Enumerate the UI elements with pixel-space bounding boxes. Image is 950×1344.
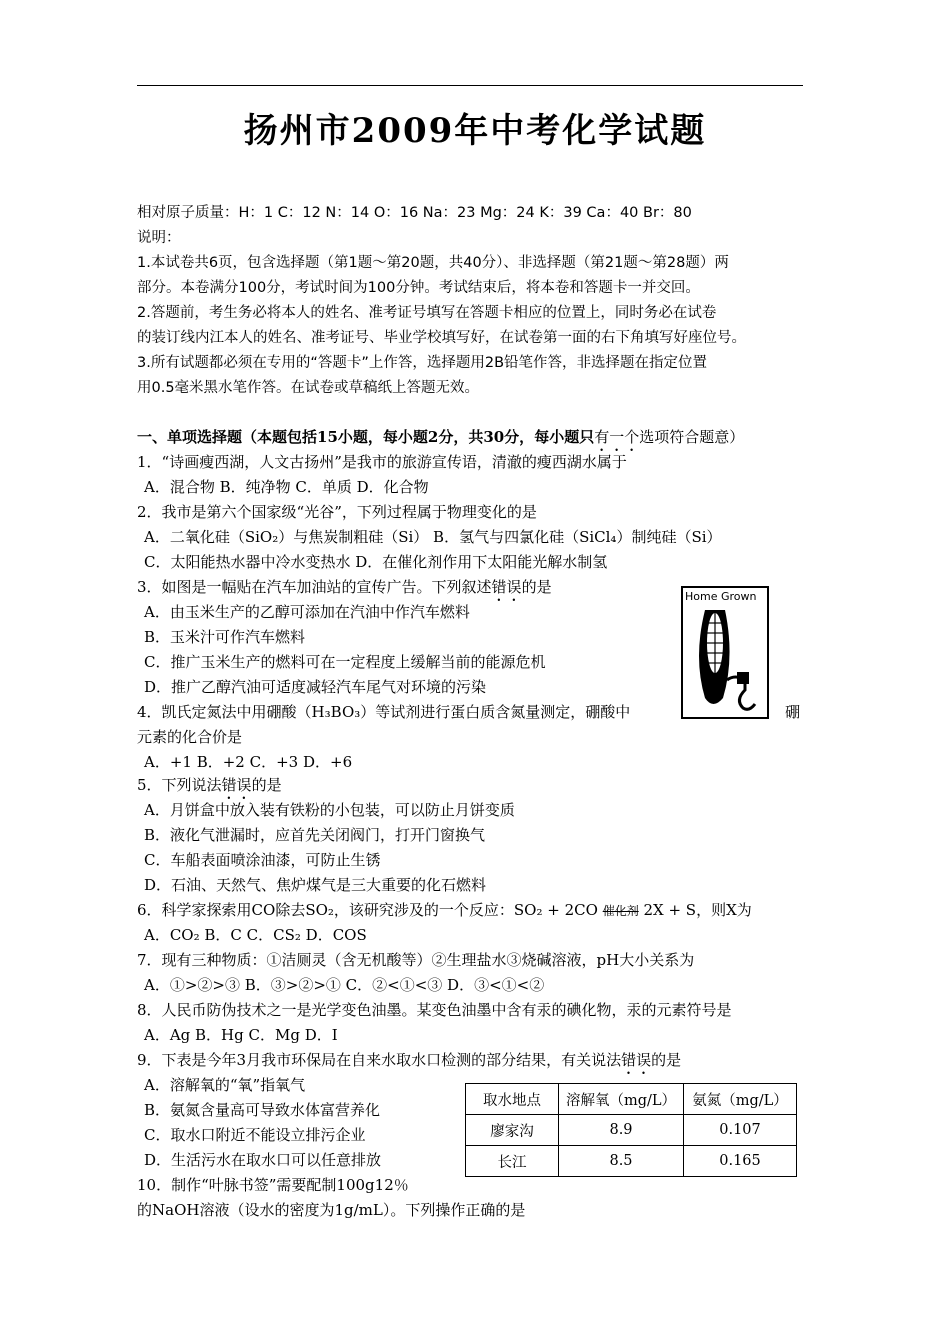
table-cell: 长江 [466, 1146, 559, 1177]
table-cell: 8.5 [559, 1146, 684, 1177]
atomic-masses: 相对原子质量：H：1 C：12 N：14 O：16 Na：23 Mg：24 K：39 Ca：40 Br：80 [137, 205, 692, 221]
q3-option-d: D．推广乙醇汽油可适度减轻汽车尾气对环境的污染 [144, 678, 487, 696]
q1-stem: 1．“诗画瘦西湖，人文古扬州”是我市的旅游宣传语，清澈的瘦西湖水属于 [137, 453, 627, 471]
note-2a: 2.答题前，考生务必将本人的姓名、准考证号填写在答题卡相应的位置上，同时务必在试卷 [137, 305, 717, 321]
q2-options-ab: A．二氧化硅（SiO₂）与焦炭制粗硅（Si） B．氢气与四氯化硅（SiCl₄）制纯硅（Si） [144, 528, 722, 546]
q9-option-c: C．取水口附近不能设立排污企业 [144, 1126, 366, 1144]
q10-stem-b: 的NaOH溶液（设水的密度为1g/mL）。下列操作正确的是 [137, 1201, 526, 1219]
water-test-table [465, 1083, 797, 1177]
q6-options: A．CO₂ B．C C．CS₂ D．COS [144, 926, 367, 944]
q9-stem: 9．下表是今年3月我市环保局在自来水取水口检测的部分结果，有关说法错误的是 [137, 1051, 682, 1069]
notes-heading: 说明： [137, 230, 181, 246]
q9-option-d: D．生活污水在取水口可以任意排放 [144, 1151, 382, 1169]
q4-options: A．+1 B．+2 C．+3 D．+6 [144, 753, 353, 771]
table-cell: 廖家沟 [466, 1115, 559, 1146]
section-1-heading: 一、单项选择题（本题包括15小题，每小题2分，共30分，每小题只有一个选项符合题意） [137, 428, 745, 446]
table-header-row [466, 1084, 797, 1115]
corn-pump-icon [683, 588, 767, 717]
q4-stem-b: 元素的化合价是 [137, 728, 243, 746]
q5-option-d: D．石油、天然气、焦炉煤气是三大重要的化石燃料 [144, 876, 487, 894]
note-3b: 用0.5毫米黑水笔作答。在试卷或草稿纸上答题无效。 [137, 380, 480, 396]
q5-stem: 5．下列说法错误的是 [137, 776, 282, 794]
q9-option-a: A．溶解氧的“氧”指氧气 [144, 1076, 306, 1094]
table-header: 取水地点 [466, 1084, 559, 1115]
corn-fuel-ad-image [681, 586, 769, 719]
note-3a: 3.所有试题都必须在专用的“答题卡”上作答，选择题用2B铅笔作答，非选择题在指定位置 [137, 355, 708, 371]
q5-option-a: A．月饼盒中放入装有铁粉的小包装，可以防止月饼变质 [144, 801, 515, 819]
table-row [466, 1115, 797, 1146]
catalyst-label: 催化剂 [602, 904, 639, 918]
q8-options: A．Ag B．Hg C．Mg D．I [144, 1026, 338, 1044]
ad-label: Home Grown [685, 590, 757, 603]
q5-option-b: B．液化气泄漏时，应首先关闭阀门，打开门窗换气 [144, 826, 486, 844]
q7-stem: 7．现有三种物质：①洁厕灵（含无机酸等）②生理盐水③烧碱溶液，pH大小关系为 [137, 951, 695, 969]
q3-option-b: B．玉米汁可作汽车燃料 [144, 628, 306, 646]
note-2b: 的装订线内江本人的姓名、准考证号、毕业学校填写好，在试卷第一面的右下角填写好座位号。 [137, 330, 746, 346]
q7-options: A．①>②>③ B．③>②>① C．②<①<③ D．③<①<② [144, 976, 545, 994]
note-1a: 1.本试卷共6页，包含选择题（第1题～第20题，共40分）、非选择题（第21题～第28题）两 [137, 255, 729, 271]
q3-option-a: A．由玉米生产的乙醇可添加在汽油中作汽车燃料 [144, 603, 470, 621]
q3-option-c: C．推广玉米生产的燃料可在一定程度上缓解当前的能源危机 [144, 653, 546, 671]
page-title: 扬州市2009年中考化学试题 [243, 111, 707, 151]
table-row [466, 1146, 797, 1177]
q4-stem: 4．凯氏定氮法中用硼酸（H₃BO₃）等试剂进行蛋白质含氮量测定，硼酸中 [137, 703, 631, 721]
q9-option-b: B．氨氮含量高可导致水体富营养化 [144, 1101, 381, 1119]
q2-options-cd: C．太阳能热水器中冷水变热水 D．在催化剂作用下太阳能光解水制氢 [144, 553, 608, 571]
q1-options: A．混合物 B．纯净物 C．单质 D．化合物 [144, 478, 429, 496]
note-1b: 部分。本卷满分100分，考试时间为100分钟。考试结束后，将本卷和答题卡一并交回。 [137, 280, 700, 296]
table-cell: 0.165 [684, 1146, 797, 1177]
q4-stem-end: 硼 [785, 703, 801, 721]
top-rule [137, 85, 803, 86]
q10-stem-a: 10．制作“叶脉书签”需要配制100g12％ [137, 1176, 409, 1194]
q6-stem: 6．科学家探索用CO除去SO₂，该研究涉及的一个反应：SO₂ + 2CO 催化剂 2X + S，则X为 [137, 901, 752, 919]
table-cell: 8.9 [559, 1115, 684, 1146]
q3-stem: 3．如图是一幅贴在汽车加油站的宣传广告。下列叙述错误的是 [137, 578, 552, 596]
table-cell: 0.107 [684, 1115, 797, 1146]
table-header: 溶解氧（mg/L） [559, 1084, 684, 1115]
q8-stem: 8．人民币防伪技术之一是光学变色油墨。某变色油墨中含有汞的碘化物，汞的元素符号是 [137, 1001, 732, 1019]
q2-stem: 2．我市是第六个国家级“光谷”，下列过程属于物理变化的是 [137, 503, 537, 521]
table-header: 氨氮（mg/L） [684, 1084, 797, 1115]
q5-option-c: C．车船表面喷涂油漆，可防止生锈 [144, 851, 381, 869]
